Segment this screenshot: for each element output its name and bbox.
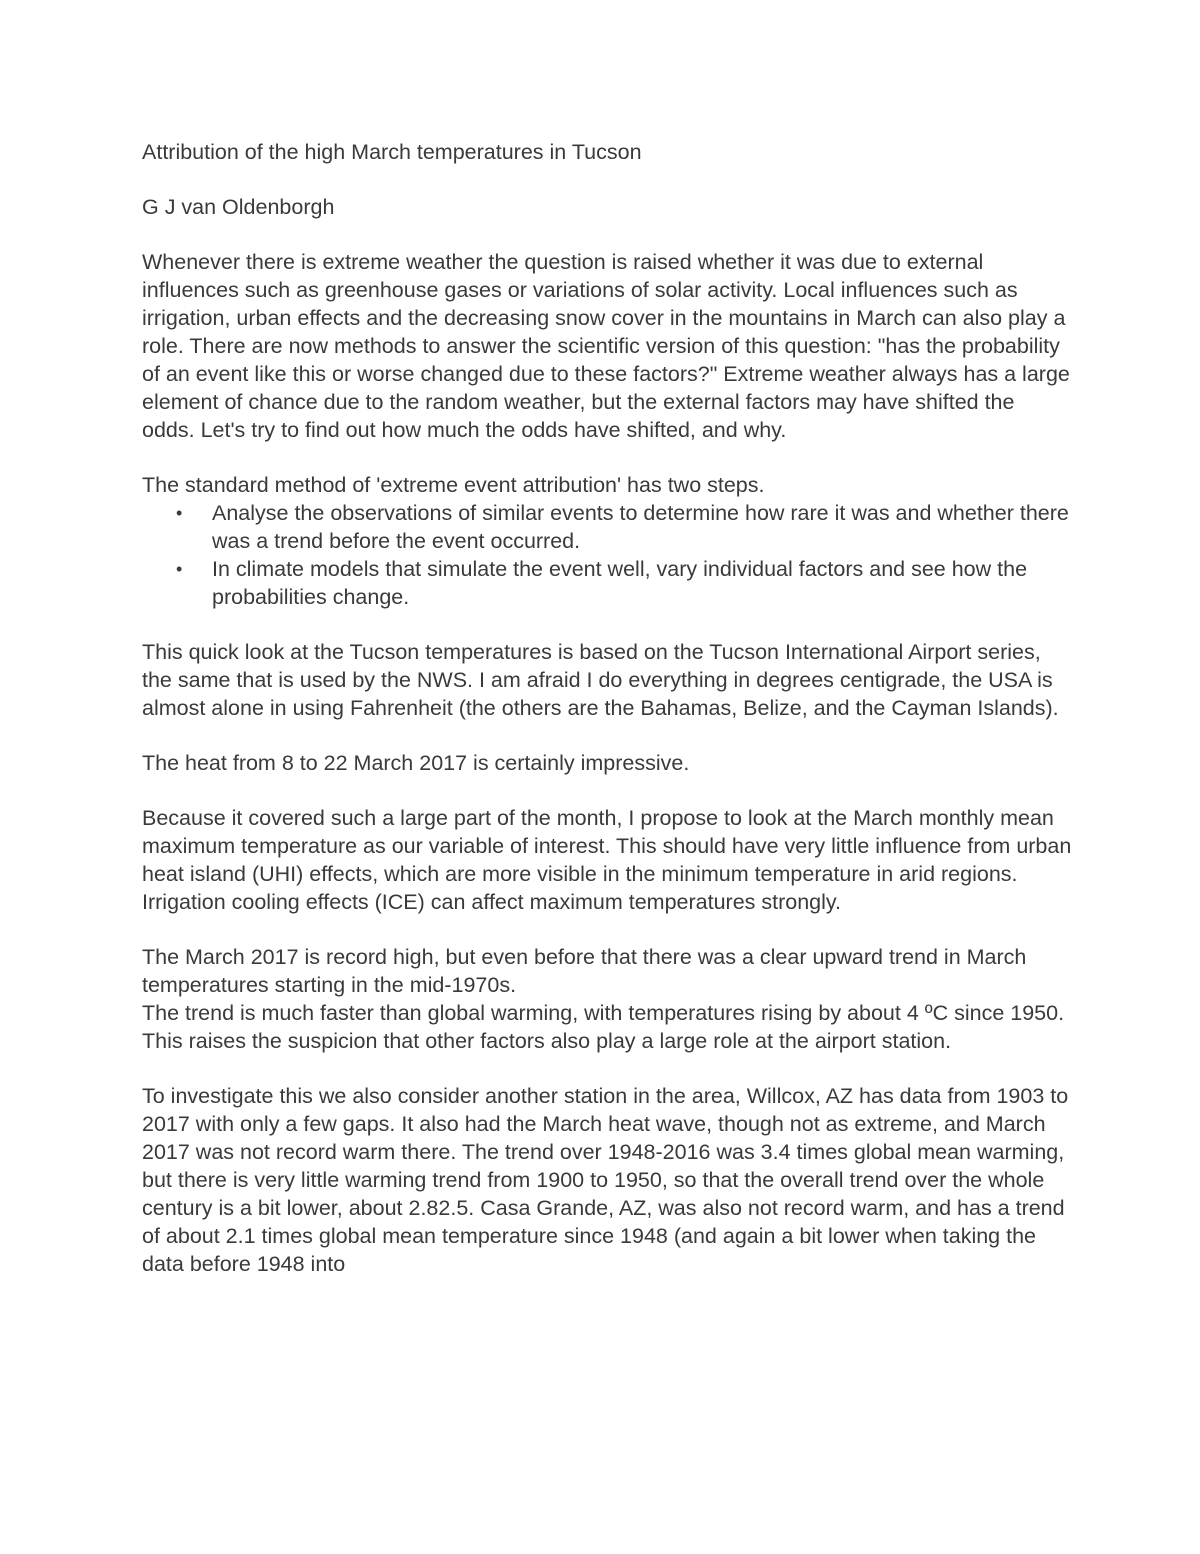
paragraph-intro: Whenever there is extreme weather the question is raised whether it was due to external influences such as greenhouse gases or variations of solar activity. Local influences such as irrigation, urban effects and the decreasing snow cover in the mountains in March can also play a role. There are now methods to answer the scientific version of this question: "has the probability of an event like this or worse changed due to these factors?" Extreme weather always has a large element of chance due to the random weather, but the external factors may have shifted the odds. Let's try to find out how much the odds have shifted, and why. — [142, 250, 1070, 442]
paragraph-variable: Because it covered such a large part of the month, I propose to look at the March monthly mean maximum temperature as our variable of interest. This should have very little influence from urban heat island (UHI) effects, which are more visible in the minimum temperature in arid regions. Irrigation cooling effects (ICE) can affect maximum temperatures strongly. — [142, 806, 1072, 914]
paragraph-willcox: To investigate this we also consider another station in the area, Willcox, AZ has data from 1903 to 2017 with only a few gaps. It also had the March heat wave, though not as extreme, and March 2017 was not record warm there. The trend over 1948-2016 was 3.4 times global mean warming, but there is very little warming trend from 1900 to 1950, so that the overall trend over the whole century is a bit lower, about 2.82.5. Casa Grande, AZ, was also not record warm, and has a trend of about 2.1 times global mean temperature since 1948 (and again a bit lower when taking the data before 1948 into — [142, 1084, 1069, 1276]
steps-list — [142, 499, 1072, 611]
author-name: G J van Oldenborgh — [142, 195, 335, 219]
paragraph-trend: The trend is much faster than global warming, with temperatures rising by about 4 ºC since 1950. This raises the suspicion that other factors also play a large role at the airport station. — [142, 1001, 1065, 1053]
list-item: • In climate models that simulate the event well, vary individual factors and see how the probabilities change. — [212, 555, 1072, 611]
paragraph-tucson: This quick look at the Tucson temperatures is based on the Tucson International Airport series, the same that is used by the NWS. I am afraid I do everything in degrees centigrade, the USA is almost alone in using Fahrenheit (the others are the Bahamas, Belize, and the Cayman Islands). — [142, 640, 1059, 720]
document-title: Attribution of the high March temperatures in Tucson — [142, 140, 642, 164]
paragraph-method-intro: The standard method of 'extreme event attribution' has two steps. — [142, 473, 765, 497]
paragraph-record: The March 2017 is record high, but even before that there was a clear upward trend in March temperatures starting in the mid-1970s. — [142, 945, 1027, 997]
list-item: • Analyse the observations of similar events to determine how rare it was and whether there was a trend before the event occurred. — [212, 499, 1072, 555]
paragraph-heat: The heat from 8 to 22 March 2017 is certainly impressive. — [142, 751, 690, 775]
document-page — [142, 138, 1072, 1278]
